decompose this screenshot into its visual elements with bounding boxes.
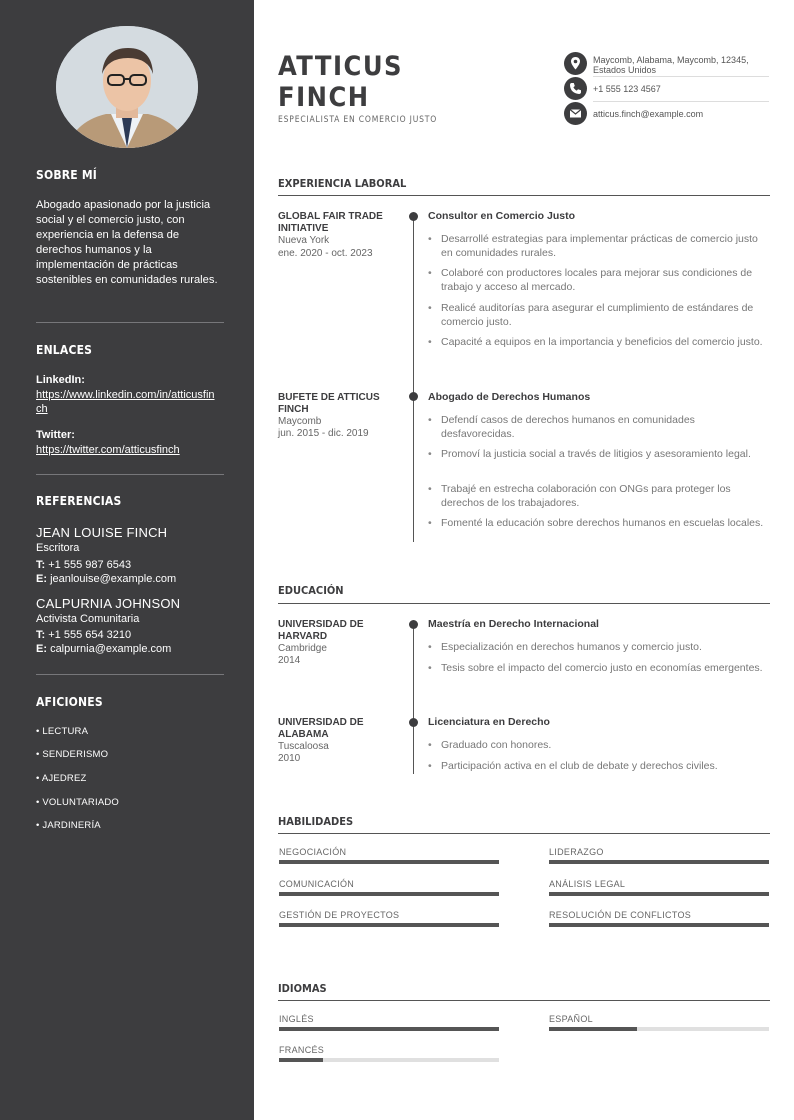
location: Nueva York xyxy=(278,235,330,246)
location-pin-icon xyxy=(564,52,587,75)
location: Cambridge xyxy=(278,643,327,654)
skill-bar-fill xyxy=(549,892,769,896)
skill-bar xyxy=(549,923,769,927)
section-divider xyxy=(278,833,770,834)
divider xyxy=(36,674,224,675)
skill-bar xyxy=(279,860,499,864)
phone: +1 555 123 4567 xyxy=(593,84,661,94)
list-item: • Trabajé en estrecha colaboración con ONGs para proteger los derechos de los trabajadores. xyxy=(441,482,771,510)
email-icon xyxy=(564,102,587,125)
language-label: ESPAÑOL xyxy=(549,1014,593,1024)
language-bar xyxy=(279,1027,499,1031)
timeline-dot xyxy=(409,620,418,629)
twitter-label: Twitter: xyxy=(36,429,75,441)
hobby-item: • LECTURA xyxy=(36,726,89,737)
hobby-item: • AJEDREZ xyxy=(36,773,87,784)
list-item: • Fomenté la educación sobre derechos humanos en escuelas locales. xyxy=(441,516,771,530)
reference-name: JEAN LOUISE FINCH xyxy=(36,525,168,540)
timeline-dot xyxy=(409,718,418,727)
skill-label: LIDERAZGO xyxy=(549,847,604,857)
skill-bar-fill xyxy=(279,923,499,927)
about-text: Abogado apasionado por la justicia social y el comercio justo, con experiencia en la defensa de derechos humanos y la implementación de prácticas sostenibles en comunidades rurales. xyxy=(36,199,218,286)
languages-title: IDIOMAS xyxy=(278,982,327,995)
address: Maycomb, Alabama, Maycomb, 12345, Estados Unidos xyxy=(593,55,749,75)
skill-bar xyxy=(549,860,769,864)
institution: UNIVERSIDAD DE ALABAMA xyxy=(278,717,364,740)
list-item: • Especialización en derechos humanos y comercio justo. xyxy=(441,640,771,654)
skill-label: RESOLUCIÓN DE CONFLICTOS xyxy=(549,910,692,920)
skill-bar xyxy=(279,923,499,927)
timeline-dot xyxy=(409,392,418,401)
skills-title: HABILIDADES xyxy=(278,815,354,828)
language-bar xyxy=(549,1027,769,1031)
degree: Maestría en Derecho Internacional xyxy=(428,618,599,630)
dates: ene. 2020 - oct. 2023 xyxy=(278,248,373,259)
hobbies-title: AFICIONES xyxy=(36,695,103,709)
links-title: ENLACES xyxy=(36,343,93,357)
list-item: • Tesis sobre el impacto del comercio justo en economías emergentes. xyxy=(441,661,771,675)
reference-phone: T: +1 555 654 3210 xyxy=(36,629,132,641)
employer: BUFETE DE ATTICUS FINCH xyxy=(278,392,380,415)
avatar xyxy=(56,26,198,148)
institution: UNIVERSIDAD DE HARVARD xyxy=(278,619,364,642)
skill-label: NEGOCIACIÓN xyxy=(279,847,347,857)
skill-bar xyxy=(549,892,769,896)
reference-role: Escritora xyxy=(36,542,80,554)
sidebar xyxy=(0,0,254,1120)
employer: GLOBAL FAIR TRADE INITIATIVE xyxy=(278,211,383,234)
location: Maycomb xyxy=(278,416,322,427)
dates: 2014 xyxy=(278,655,301,666)
experience-title: EXPERIENCIA LABORAL xyxy=(278,177,407,190)
reference-role: Activista Comunitaria xyxy=(36,613,140,625)
section-divider xyxy=(278,603,770,604)
degree: Licenciatura en Derecho xyxy=(428,716,550,728)
list-item: • Promoví la justicia social a través de litigios y asesoramiento legal. xyxy=(441,447,771,461)
skill-bar-fill xyxy=(279,892,499,896)
timeline-line xyxy=(413,624,414,774)
job-title: ESPECIALISTA EN COMERCIO JUSTO xyxy=(278,115,438,125)
language-bar-fill xyxy=(549,1027,637,1031)
email[interactable]: atticus.finch@example.com xyxy=(593,109,704,119)
language-bar-fill xyxy=(279,1027,499,1031)
first-name: ATTICUS xyxy=(278,51,404,82)
reference-name: CALPURNIA JOHNSON xyxy=(36,596,181,611)
linkedin-label: LinkedIn: xyxy=(36,374,85,386)
list-item: • Participación activa en el club de debate y derechos civiles. xyxy=(441,759,771,773)
language-bar xyxy=(279,1058,499,1062)
list-item: • Defendí casos de derechos humanos en comunidades desfavorecidas. xyxy=(441,413,771,441)
divider xyxy=(36,322,224,323)
dates: jun. 2015 - dic. 2019 xyxy=(278,428,369,439)
about-title: SOBRE MÍ xyxy=(36,168,97,182)
timeline-dot xyxy=(409,212,418,221)
list-item: • Colaboré con productores locales para mejorar sus condiciones de trabajo y acceso al mercado. xyxy=(441,266,771,294)
list-item: • Graduado con honores. xyxy=(441,738,771,752)
phone-icon xyxy=(564,77,587,100)
skill-label: ANÁLISIS LEGAL xyxy=(549,879,626,889)
location: Tuscaloosa xyxy=(278,741,329,752)
portrait-image xyxy=(56,26,198,148)
dates: 2010 xyxy=(278,753,301,764)
skill-label: COMUNICACIÓN xyxy=(279,879,355,889)
linkedin-link[interactable]: https://www.linkedin.com/in/atticusfinch xyxy=(36,389,215,415)
last-name: FINCH xyxy=(278,82,370,113)
list-item: • Capacité a equipos en la importancia y beneficios del comercio justo. xyxy=(441,335,771,349)
job-position: Abogado de Derechos Humanos xyxy=(428,391,591,403)
skill-bar-fill xyxy=(549,860,769,864)
hobby-item: • JARDINERÍA xyxy=(36,820,101,831)
language-bar-fill xyxy=(279,1058,323,1062)
reference-email: E: calpurnia@example.com xyxy=(36,643,172,655)
section-divider xyxy=(278,195,770,196)
divider xyxy=(593,76,769,77)
references-title: REFERENCIAS xyxy=(36,494,122,508)
reference-phone: T: +1 555 987 6543 xyxy=(36,559,132,571)
education-title: EDUCACIÓN xyxy=(278,584,344,597)
reference-email: E: jeanlouise@example.com xyxy=(36,573,177,585)
skill-label: GESTIÓN DE PROYECTOS xyxy=(279,910,400,920)
list-item: • Desarrollé estrategias para implementar prácticas de comercio justo en comunidades rurales. xyxy=(441,232,771,260)
hobby-item: • SENDERISMO xyxy=(36,749,109,760)
job-position: Consultor en Comercio Justo xyxy=(428,210,576,222)
skill-bar-fill xyxy=(279,860,499,864)
section-divider xyxy=(278,1000,770,1001)
timeline-line xyxy=(413,216,414,542)
twitter-link[interactable]: https://twitter.com/atticusfinch xyxy=(36,444,180,456)
hobby-item: • VOLUNTARIADO xyxy=(36,797,120,808)
divider xyxy=(36,474,224,475)
language-label: INGLÉS xyxy=(279,1014,314,1024)
divider xyxy=(593,101,769,102)
language-label: FRANCÉS xyxy=(279,1045,325,1055)
skill-bar-fill xyxy=(549,923,769,927)
skill-bar xyxy=(279,892,499,896)
list-item: • Realicé auditorías para asegurar el cumplimiento de estándares de comercio justo. xyxy=(441,301,771,329)
